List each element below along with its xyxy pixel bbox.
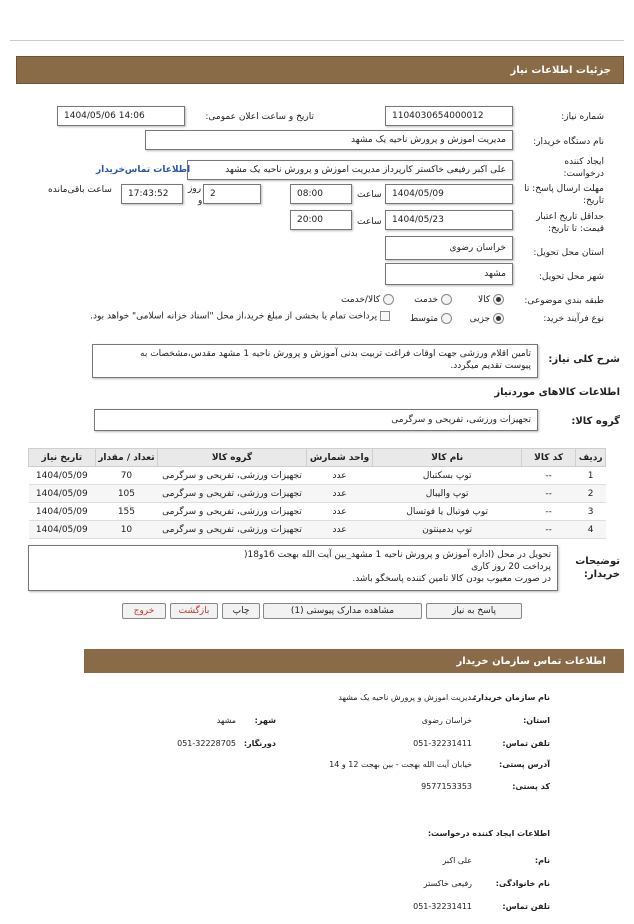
deadline-time-field: 08:00	[290, 184, 352, 204]
validity-date-field: 1404/05/23	[385, 210, 513, 230]
contact-city-label: شهر:	[254, 716, 276, 725]
creator-label-2: درخواست:	[563, 169, 604, 179]
creator-last-name-label: نام خانوادگی:	[495, 879, 550, 888]
cell-date: 1404/05/09	[29, 503, 96, 521]
table-row[interactable]	[29, 485, 606, 503]
announce-date-field: 1404/05/06 14:06	[57, 106, 185, 126]
deadline-label-2: تاریخ:	[583, 196, 604, 206]
creator-info-title: اطلاعات ایجاد کننده درخواست:	[427, 829, 550, 838]
creator-first-name-label: نام:	[534, 856, 550, 865]
table-row[interactable]	[29, 503, 606, 521]
payment-note-text: پرداخت تمام یا بخشی از مبلغ خرید،از محل "اسناد خزانه اسلامی" خواهد بود.	[90, 311, 378, 322]
contact-postal-label: کد پستی:	[512, 782, 550, 791]
remaining-label: ساعت باقی‌مانده	[48, 185, 112, 195]
notes-label-2: خریدار:	[583, 569, 620, 580]
cell-qty: 10	[95, 521, 158, 539]
cell-unit: عدد	[306, 503, 373, 521]
group-field: تجهیزات ورزشی، تفریحی و سرگرمی	[94, 409, 538, 431]
summary-box	[92, 344, 538, 378]
items-table	[28, 448, 606, 539]
radio-icon[interactable]	[441, 313, 452, 324]
days-remaining-field: 2	[203, 184, 261, 204]
contact-section-header	[84, 649, 624, 673]
summary-line-1: تامین اقلام ورزشی جهت اوقات فراغت تربیت بدنی آموزش و پرورش ناحیه 1 مشهد مقدس،مشخصات به	[140, 349, 531, 359]
cell-name: توپ والیبال	[373, 485, 522, 503]
radio-icon[interactable]	[441, 294, 452, 305]
radio-icon[interactable]	[493, 313, 504, 324]
buyer-contact-link[interactable]: اطلاعات تماس‌خریدار	[96, 165, 191, 175]
contact-fax-value: 051-32228705	[177, 739, 236, 748]
checkbox-icon[interactable]	[380, 311, 390, 321]
cell-qty: 155	[95, 503, 158, 521]
back-button[interactable]: بازگشت	[170, 603, 218, 619]
city-field: مشهد	[385, 263, 513, 285]
table-row[interactable]	[29, 467, 606, 485]
table-row[interactable]	[29, 521, 606, 539]
summary-label: شرح کلی نیاز:	[548, 354, 620, 365]
print-button[interactable]: چاپ	[222, 603, 260, 619]
cell-group: تجهیزات ورزشی، تفریحی و سرگرمی	[158, 521, 307, 539]
contact-province-value: خراسان رضوی	[421, 716, 472, 725]
validity-time-label: ساعت	[357, 217, 382, 227]
col-group: گروه کالا	[158, 449, 307, 467]
contact-phone-value: 051-32231411	[413, 739, 472, 748]
process-medium-label: متوسط	[409, 314, 439, 324]
cell-code: --	[521, 467, 575, 485]
category-goods-service-label: کالا/خدمت	[340, 295, 381, 305]
province-label: استان محل تحویل:	[533, 248, 604, 258]
reply-button[interactable]: پاسخ به نیاز	[426, 603, 522, 619]
payment-note	[90, 311, 390, 322]
need-number-field: 1104030654000012	[385, 106, 513, 126]
process-label: نوع فرآیند خرید:	[543, 314, 604, 324]
cell-date: 1404/05/09	[29, 485, 96, 503]
process-medium-option[interactable]	[410, 313, 452, 324]
cell-row: 4	[576, 521, 606, 539]
cell-date: 1404/05/09	[29, 467, 96, 485]
creator-first-name-value: علی اکبر	[442, 856, 472, 865]
col-qty: تعداد / مقدار	[95, 449, 158, 467]
col-name: نام کالا	[373, 449, 522, 467]
validity-time-field: 20:00	[290, 210, 352, 230]
contact-section-title: اطلاعات تماس سازمان خریدار	[456, 656, 606, 667]
buyer-org-field: مدیریت اموزش و پرورش ناحیه یک مشهد	[145, 130, 513, 150]
cell-qty: 105	[95, 485, 158, 503]
creator-phone-value: 051-32231411	[413, 902, 472, 911]
cell-name: توپ فوتبال یا فوتسال	[373, 503, 522, 521]
and-label: و	[198, 196, 203, 206]
col-unit: واحد شمارش	[306, 449, 373, 467]
col-date: تاریخ نیاز	[29, 449, 96, 467]
summary-line-2: پیوست تقدیم میگردد.	[450, 361, 531, 371]
category-label: طبقه بندی موضوعی:	[524, 296, 604, 306]
buyer-org-label: نام دستگاه خریدار:	[533, 137, 604, 147]
category-goods-service-option[interactable]	[341, 294, 394, 305]
cell-name: توپ بسکتبال	[373, 467, 522, 485]
contact-fax-label: دورنگار:	[243, 739, 276, 748]
notes-label: توضیحات	[575, 556, 620, 567]
contact-address-label: آدرس پستی:	[499, 760, 550, 769]
page-header	[16, 56, 624, 84]
contact-province-label: استان:	[523, 716, 550, 725]
cell-name: توپ بدمینتون	[373, 521, 522, 539]
province-field: خراسان رضوی	[385, 236, 513, 260]
exit-button[interactable]: خروج	[122, 603, 166, 619]
notes-line-2: پرداخت 20 روز کاری	[471, 562, 551, 572]
cell-group: تجهیزات ورزشی، تفریحی و سرگرمی	[158, 467, 307, 485]
deadline-date-field: 1404/05/09	[385, 184, 513, 204]
cell-unit: عدد	[306, 467, 373, 485]
table-header-row	[29, 449, 606, 467]
need-number-label: شماره نیاز:	[561, 112, 604, 122]
creator-phone-label: تلفن تماس:	[502, 902, 550, 911]
cell-qty: 70	[95, 467, 158, 485]
contact-phone-label: تلفن تماس:	[502, 739, 550, 748]
cell-row: 3	[576, 503, 606, 521]
notes-line-3: در صورت معیوب بودن کالا تامین کننده پاسخگو باشد.	[352, 574, 551, 584]
validity-label-2: قیمت: تا تاریخ:	[548, 224, 604, 234]
deadline-label: مهلت ارسال پاسخ: تا	[524, 184, 604, 194]
creator-last-name-value: رفیعی خاکستر	[423, 879, 472, 888]
view-attachments-button[interactable]: مشاهده مدارک پیوستی (1)	[263, 603, 422, 619]
validity-label: حداقل تاریخ اعتبار	[536, 212, 604, 222]
notes-box	[28, 545, 558, 591]
items-table-wrapper	[28, 448, 606, 539]
contact-city-value: مشهد	[216, 716, 236, 725]
category-service-option[interactable]	[414, 294, 452, 305]
category-service-label: خدمت	[414, 295, 439, 305]
cell-code: --	[521, 485, 575, 503]
col-row: ردیف	[576, 449, 606, 467]
city-label: شهر محل تحویل:	[538, 272, 604, 282]
category-goods-option[interactable]	[478, 294, 504, 305]
page-title: جزئیات اطلاعات نیاز	[510, 65, 611, 76]
cell-unit: عدد	[306, 521, 373, 539]
cell-date: 1404/05/09	[29, 521, 96, 539]
radio-icon[interactable]	[493, 294, 504, 305]
contact-postal-value: 9577153353	[421, 782, 472, 791]
cell-group: تجهیزات ورزشی، تفریحی و سرگرمی	[158, 503, 307, 521]
cell-row: 2	[576, 485, 606, 503]
creator-field: علی اکبر رفیعی خاکستر کارپرداز مدیریت اموزش و پرورش ناحیه یک مشهد	[187, 160, 513, 180]
cell-code: --	[521, 521, 575, 539]
notes-line-1: تحویل در محل (اداره آموزش و پرورش ناحیه 1 مشهد_بین آیت الله بهجت 16و18(	[243, 550, 551, 560]
contact-address-value: خیابان آیت الله بهجت - بین بهجت 12 و 14	[329, 760, 472, 769]
process-partial-option[interactable]	[470, 313, 504, 324]
radio-icon[interactable]	[383, 294, 394, 305]
buyer-org-name-label: نام سازمان خریدار:	[473, 693, 550, 702]
creator-label: ایجاد کننده	[564, 157, 604, 167]
top-divider	[10, 40, 624, 41]
cell-code: --	[521, 503, 575, 521]
buyer-org-name-value: مدیریت اموزش و پرورش ناحیه یک مشهد	[338, 693, 476, 702]
cell-row: 1	[576, 467, 606, 485]
process-partial-label: جزیی	[469, 314, 491, 324]
goods-info-title: اطلاعات کالاهای موردنیاز	[494, 387, 620, 398]
deadline-time-label: ساعت	[357, 190, 382, 200]
category-goods-label: کالا	[477, 295, 491, 305]
days-label: روز	[188, 184, 202, 194]
announce-date-label: تاریخ و ساعت اعلان عمومی:	[205, 112, 314, 122]
col-code: کد کالا	[521, 449, 575, 467]
cell-unit: عدد	[306, 485, 373, 503]
group-label: گروه کالا:	[571, 416, 620, 427]
remaining-time-field: 17:43:52	[121, 184, 183, 204]
cell-group: تجهیزات ورزشی، تفریحی و سرگرمی	[158, 485, 307, 503]
